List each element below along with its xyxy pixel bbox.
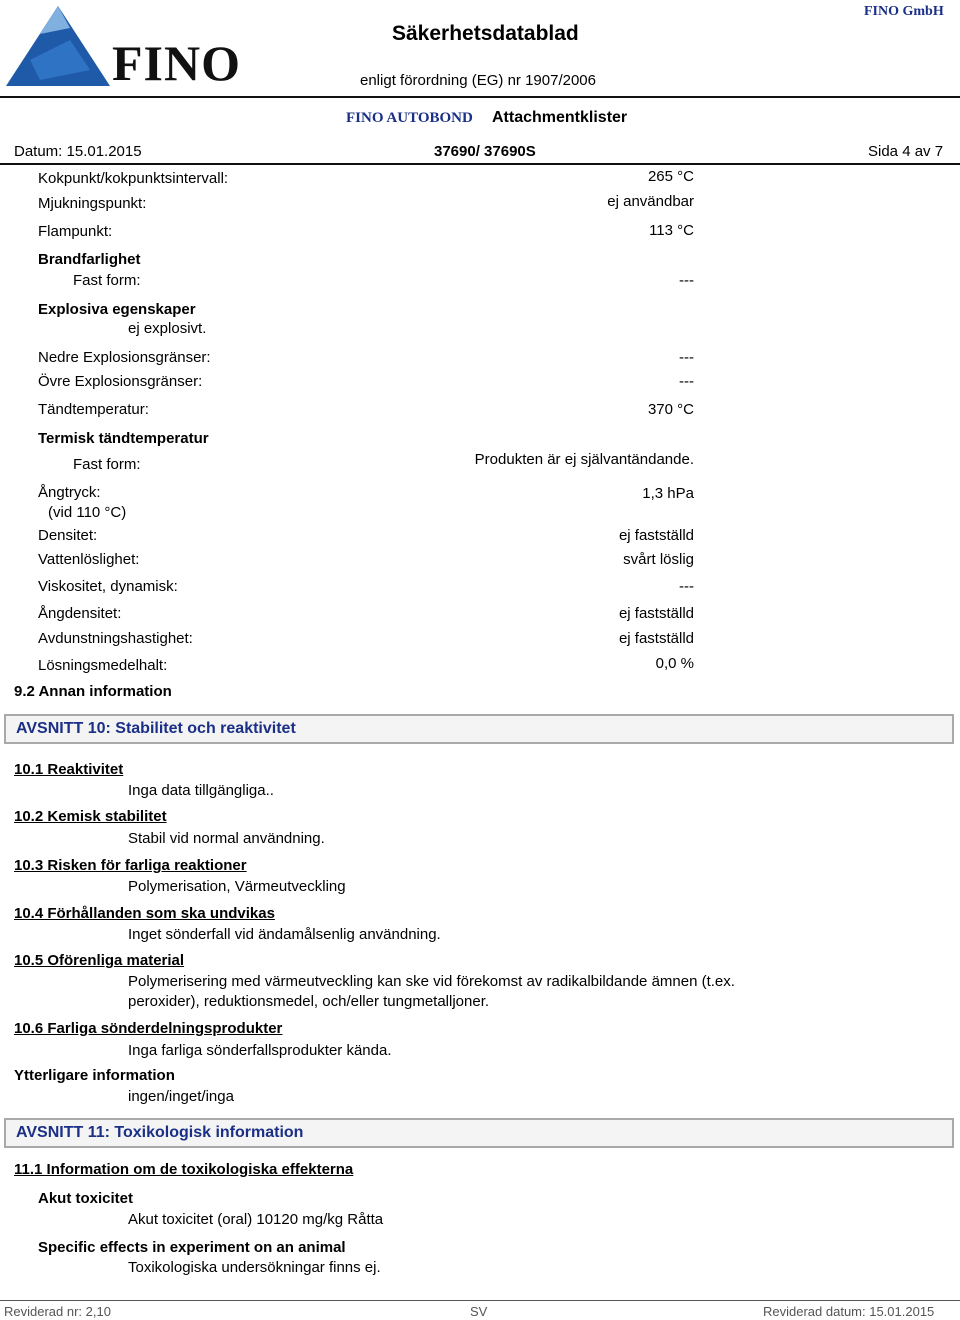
footer-divider	[0, 1300, 960, 1301]
document-title: Säkerhetsdatablad	[392, 22, 579, 45]
property-label: Flampunkt:	[38, 223, 113, 240]
subsection-text: Inga farliga sönderfallsprodukter kända.	[128, 1042, 392, 1059]
specific-effects-text: Toxikologiska undersökningar finns ej.	[128, 1259, 381, 1276]
section-10-bar	[4, 714, 954, 744]
property-value: ---	[679, 272, 694, 289]
property-label: Övre Explosionsgränser:	[38, 373, 203, 390]
property-label: Ångdensitet:	[38, 605, 122, 622]
subsection-text: Polymerisering med värmeutveckling kan ske vid förekomst av radikalbildande ämnen (t.ex.	[128, 973, 735, 990]
property-label: Fast form:	[73, 456, 141, 473]
specific-effects-heading: Specific effects in experiment on an animal	[38, 1239, 346, 1256]
property-note: ej explosivt.	[128, 320, 207, 337]
property-label: Lösningsmedelhalt:	[38, 657, 168, 674]
subsection-heading: 9.2 Annan information	[14, 683, 172, 700]
property-label: Avdunstningshastighet:	[38, 630, 193, 647]
property-value: ej fastställd	[618, 630, 694, 647]
regulation-text: enligt förordning (EG) nr 1907/2006	[360, 72, 596, 89]
property-value: ---	[679, 349, 694, 366]
subsection-heading: 10.3 Risken för farliga reaktioner	[14, 857, 247, 874]
property-label: Vattenlöslighet:	[38, 551, 140, 568]
property-value: 370 °C	[647, 401, 694, 418]
acute-toxicity-text: Akut toxicitet (oral) 10120 mg/kg Råtta	[128, 1211, 384, 1228]
revision-number: Reviderad nr: 2,10	[4, 1304, 111, 1319]
subsection-text: Stabil vid normal användning.	[128, 830, 325, 847]
property-value: svårt löslig	[623, 551, 694, 568]
header-divider-bottom	[0, 163, 960, 165]
company-logo	[0, 0, 241, 92]
company-name: FINO GmbH	[864, 4, 944, 19]
subsection-heading: 10.1 Reaktivitet	[14, 761, 124, 778]
property-value: 1,3 hPa	[642, 485, 694, 502]
property-label: Tändtemperatur:	[38, 401, 149, 418]
subsection-text: Polymerisation, Värmeutveckling	[128, 878, 346, 895]
property-label: Ångtryck:	[38, 484, 101, 501]
product-code: 37690/ 37690S	[434, 143, 536, 160]
property-value: ej användbar	[607, 193, 694, 210]
subsection-heading: 10.6 Farliga sönderdelningsprodukter	[14, 1020, 283, 1037]
subsection-heading: 11.1 Information om de toxikologiska effekterna	[14, 1161, 354, 1178]
subsection-heading: 10.2 Kemisk stabilitet	[14, 808, 167, 825]
property-value: Produkten är ej självantändande.	[474, 451, 694, 468]
subsection-text: Inga data tillgängliga..	[128, 782, 274, 799]
property-value: 0,0 %	[655, 655, 694, 672]
logo-text: FINO	[112, 35, 241, 91]
property-value: ---	[679, 373, 694, 390]
subsection-heading: Ytterligare information	[14, 1067, 175, 1084]
subsection-heading: 10.5 Oförenliga material	[14, 952, 185, 969]
property-heading: Brandfarlighet	[38, 251, 141, 268]
section-10-title: AVSNITT 10: Stabilitet och reaktivitet	[16, 720, 296, 737]
brand-name: FINO AUTOBOND	[346, 110, 473, 126]
section-11-bar	[4, 1118, 954, 1148]
property-label: Nedre Explosionsgränser:	[38, 349, 211, 366]
subsection-text: Inget sönderfall vid ändamålsenlig användning.	[128, 926, 441, 943]
property-heading: Termisk tändtemperatur	[38, 430, 209, 447]
property-label: Fast form:	[73, 272, 141, 289]
subsection-text-continued: peroxider), reduktionsmedel, och/eller tungmetalljoner.	[128, 993, 490, 1010]
subsection-text: ingen/inget/inga	[128, 1088, 234, 1105]
property-label: Kokpunkt/kokpunktsintervall:	[38, 170, 229, 187]
acute-toxicity-heading: Akut toxicitet	[38, 1190, 134, 1207]
property-label: Mjukningspunkt:	[38, 195, 147, 212]
section-11-title: AVSNITT 11: Toxikologisk information	[16, 1124, 304, 1141]
property-value: 113 °C	[649, 222, 694, 239]
property-sublabel: (vid 110 °C)	[48, 504, 127, 521]
property-label: Viskositet, dynamisk:	[38, 578, 178, 595]
subsection-heading: 10.4 Förhållanden som ska undvikas	[14, 905, 275, 922]
document-date: Datum: 15.01.2015	[14, 143, 142, 160]
page-number: Sida 4 av 7	[868, 143, 944, 160]
property-value: ej fastställd	[618, 605, 694, 622]
property-value: ---	[679, 578, 694, 595]
language-code: SV	[470, 1304, 488, 1319]
product-name: Attachmentklister	[492, 109, 628, 126]
property-value: ej fastställd	[618, 527, 694, 544]
property-heading: Explosiva egenskaper	[38, 301, 196, 318]
revision-date: Reviderad datum: 15.01.2015	[763, 1304, 935, 1319]
header-divider-top	[0, 96, 960, 98]
property-value: 265 °C	[647, 168, 694, 185]
property-label: Densitet:	[38, 527, 98, 544]
